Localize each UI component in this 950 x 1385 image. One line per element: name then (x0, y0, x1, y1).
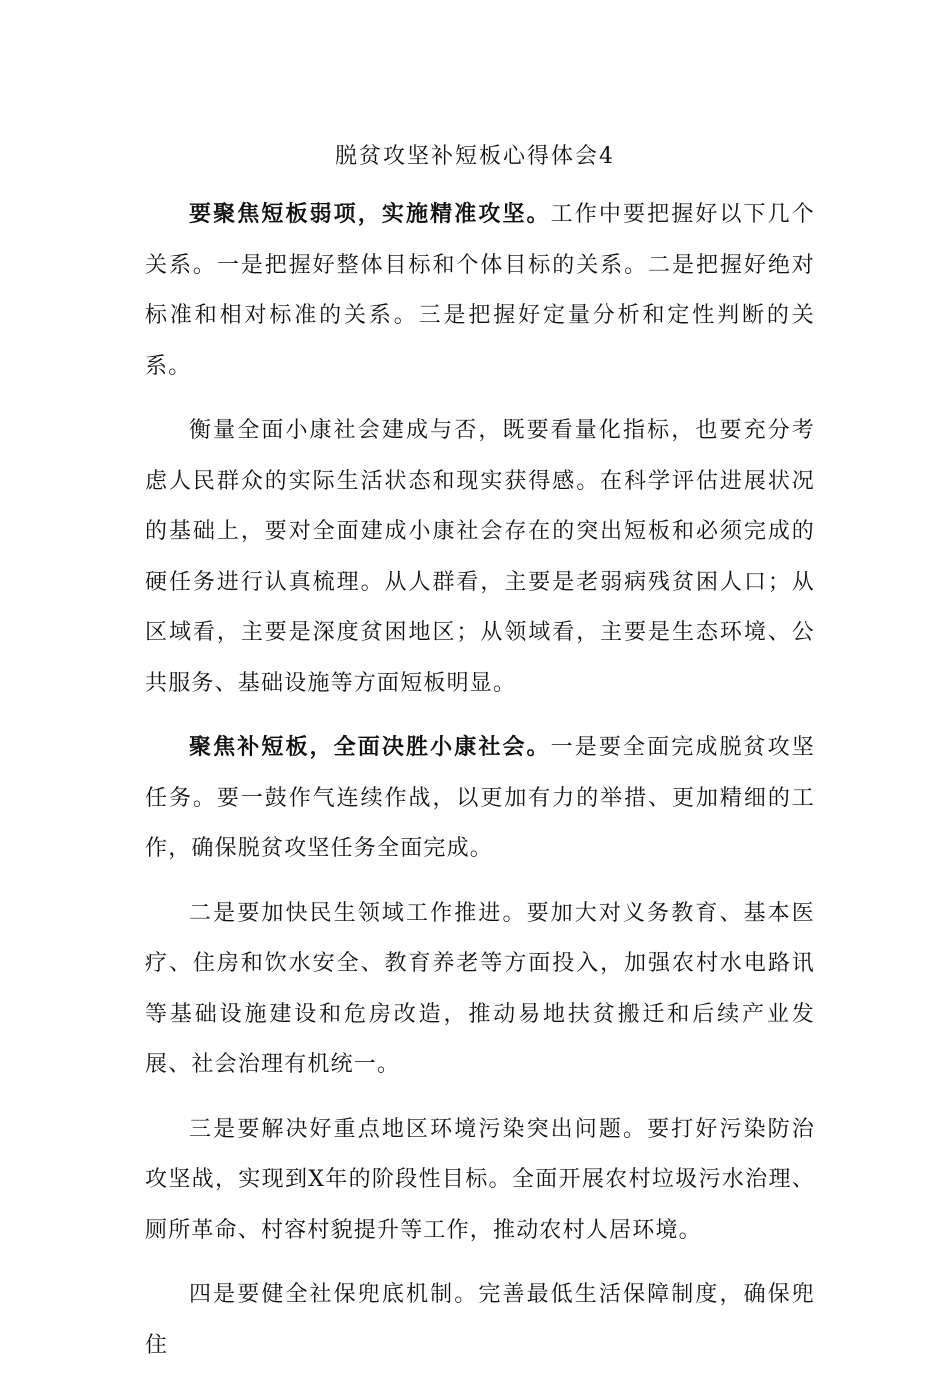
paragraph-6 (145, 1270, 815, 1371)
paragraph-3 (145, 723, 815, 875)
paragraph-text: 一是要全面完成脱贫攻坚任务。要一鼓作气连续作战，以更加有力的举措、更加精细的工作，确保脱贫攻坚任务全面完成。 (145, 735, 815, 861)
paragraph-text: 二是要加快民生领域工作推进。要加大对义务教育、基本医疗、住房和饮水安全、教育养老等方面投入，加强农村水电路讯等基础设施建设和危房改造，推动易地扶贫搬迁和后续产业发展、社会治理有机统一。 (145, 900, 815, 1077)
paragraph-text: 四是要健全社保兜底机制。完善最低生活保障制度，确保兜住 (145, 1282, 815, 1358)
paragraph-text: 三是要解决好重点地区环境污染突出问题。要打好污染防治攻坚战，实现到X年的阶段性目标。全面开展农村垃圾污水治理、厕所革命、村容村貌提升等工作，推动农村人居环境。 (145, 1116, 815, 1243)
paragraph-4 (145, 889, 815, 1091)
document-body (145, 190, 815, 1385)
paragraph-text: 工作中要把握好以下几个关系。一是把握好整体目标和个体目标的关系。二是把握好绝对标准和相对标准的关系。三是把握好定量分析和定性判断的关系。 (145, 202, 815, 379)
paragraph-5 (145, 1105, 815, 1257)
document-title: 脱贫攻坚补短板心得体会4 (335, 144, 615, 169)
paragraph-2 (145, 406, 815, 709)
paragraph-1 (145, 190, 815, 392)
paragraph-lead: 要聚焦短板弱项，实施精准攻坚。 (189, 202, 551, 227)
paragraph-text: 衡量全面小康社会建成与否，既要看量化指标，也要充分考虑人民群众的实际生活状态和现实获得感。在科学评估进展状况的基础上，要对全面建成小康社会存在的突出短板和必须完成的硬任务进行认真梳理。从人群看，主要是老弱病残贫困人口；从区域看，主要是深度贫困地区；从领域看，主要是生态环境、公共服务、基础设施等方面短板明显。 (145, 418, 815, 696)
paragraph-lead: 聚焦补短板，全面决胜小康社会。 (189, 735, 551, 760)
